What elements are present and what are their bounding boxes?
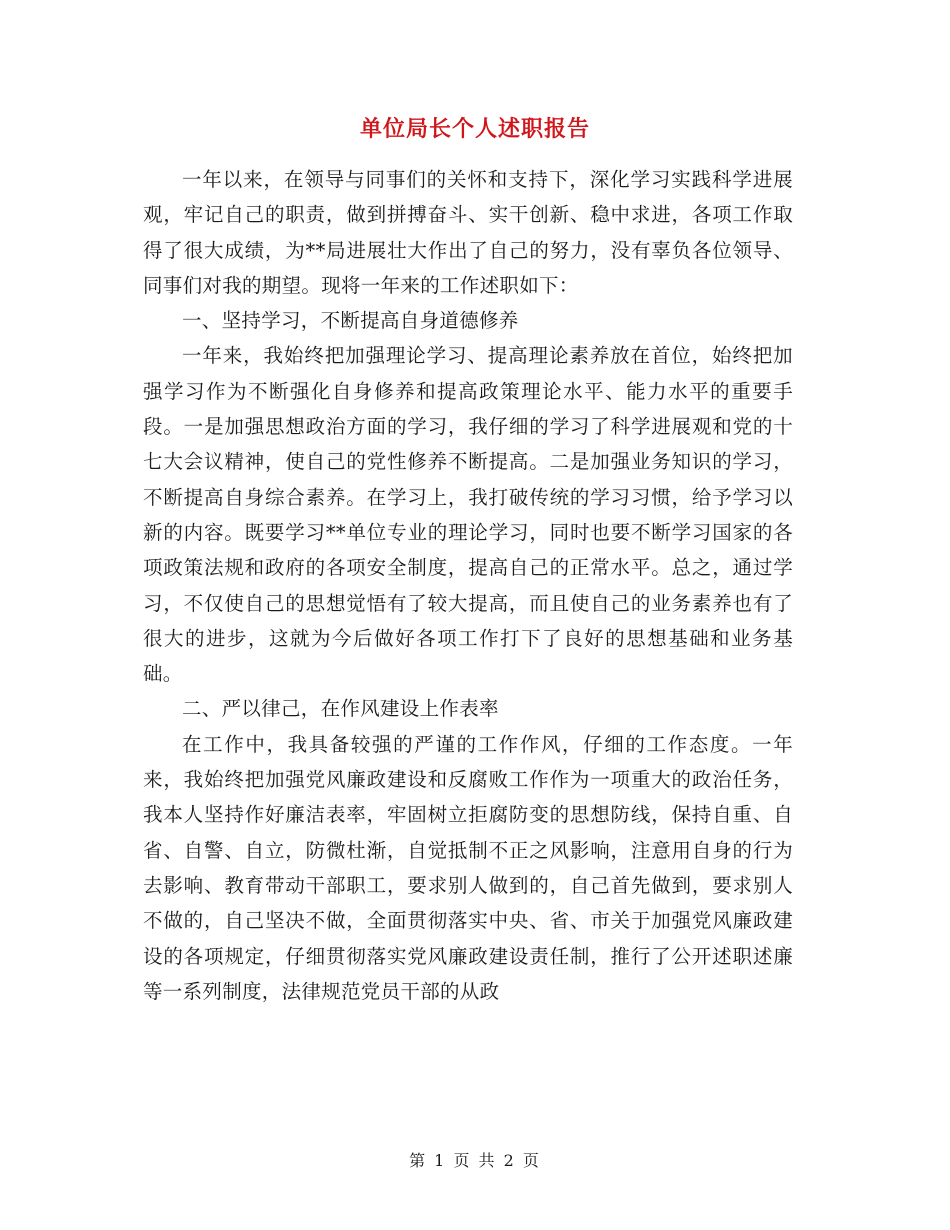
section-heading-1: 一、坚持学习，不断提高自身道德修养 bbox=[182, 309, 519, 333]
document-body bbox=[143, 162, 793, 1009]
paragraph-intro: 一年以来，在领导与同事们的关怀和支持下，深化学习实践科学进展观，牢记自己的职责，做到拼搏奋斗、实干创新、稳中求进，各项工作取得了很大成绩，为**局进展壮大作出了自己的努力，没有辜负各位领导、同事们对我的期望。现将一年来的工作述职如下： bbox=[143, 168, 793, 297]
section-heading-2: 二、严以律己，在作风建设上作表率 bbox=[182, 697, 499, 721]
document-title: 单位局长个人述职报告 bbox=[359, 116, 590, 142]
page-number-footer: 第 1 页 共 2 页 bbox=[409, 1151, 541, 1170]
paragraph-discipline: 在工作中，我具备较强的严谨的工作作风，仔细的工作态度。一年来，我始终把加强党风廉政建设和反腐败工作作为一项重大的政治任务，我本人坚持作好廉洁表率，牢固树立拒腐防变的思想防线，保持自重、自省、自警、自立，防微杜渐，自觉抵制不正之风影响，注意用自身的行为去影响、教育带动干部职工，要求别人做到的，自己首先做到，要求别人不做的，自己坚决不做，全面贯彻落实中央、省、市关于加强党风廉政建设的各项规定，仔细贯彻落实党风廉政建设责任制，推行了公开述职述廉等一系列制度，法律规范党员干部的从政 bbox=[143, 732, 793, 1003]
paragraph-study: 一年来，我始终把加强理论学习、提高理论素养放在首位，始终把加强学习作为不断强化自身修养和提高政策理论水平、能力水平的重要手段。一是加强思想政治方面的学习，我仔细的学习了科学进展观和党的十七大会议精神，使自己的党性修养不断提高。二是加强业务知识的学习，不断提高自身综合素养。在学习上，我打破传统的学习习惯，给予学习以新的内容。既要学习**单位专业的理论学习，同时也要不断学习国家的各项政策法规和政府的各项安全制度，提高自己的正常水平。总之，通过学习，不仅使自己的思想觉悟有了较大提高，而且使自己的业务素养也有了很大的进步，这就为今后做好各项工作打下了良好的思想基础和业务基础。 bbox=[143, 344, 793, 686]
